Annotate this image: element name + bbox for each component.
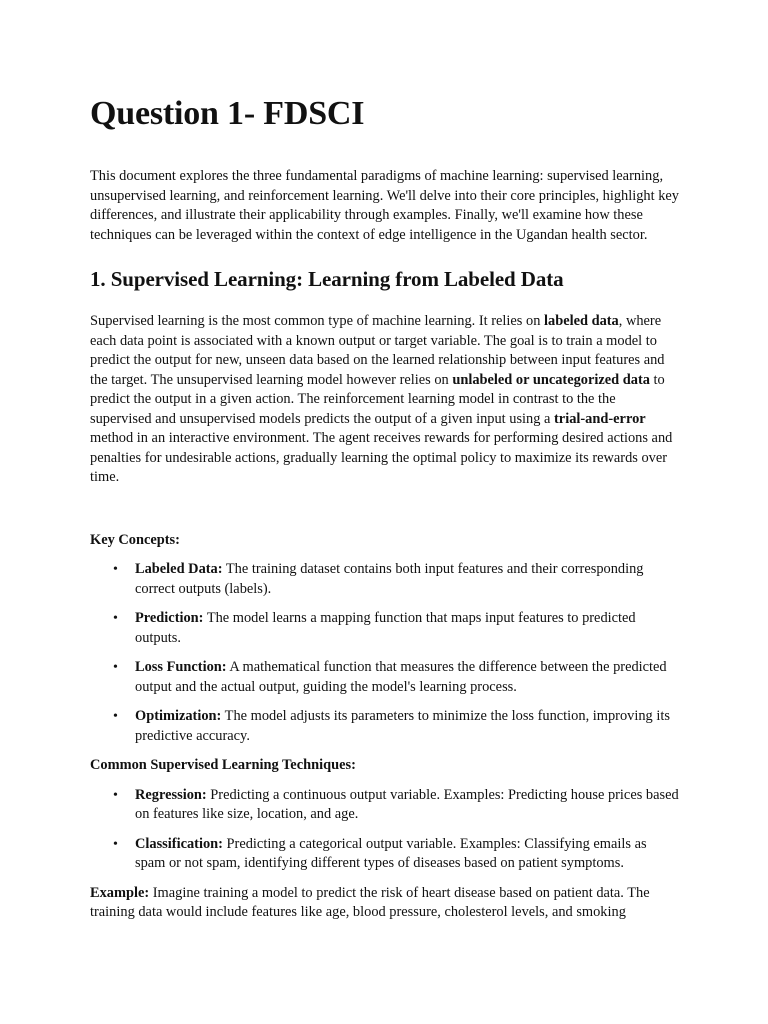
list-item-labeled-data xyxy=(113,560,680,599)
bullet-icon: • xyxy=(113,836,118,852)
list-item-text: A mathematical function that measures the difference between the predicted output and the actual output, guiding the model's learning process. xyxy=(135,659,667,695)
example-paragraph xyxy=(90,884,680,923)
para-text-1: Supervised learning is the most common type of machine learning. It relies on xyxy=(90,313,544,329)
intro-paragraph: This document explores the three fundamental paradigms of machine learning: supervised learning, unsupervised learning, and reinforcement learning. We'll delve into their core principles, highlight key differences, and illustrate their applicability through examples. Finally, we'll examine how these techniques can be leveraged within the context of edge intelligence in the Ugandan health sector. xyxy=(90,168,680,243)
example-text: Imagine training a model to predict the risk of heart disease based on patient data. The training data would include features like age, blood pressure, cholesterol levels, and smoking xyxy=(90,884,650,920)
key-concepts-label xyxy=(90,531,680,551)
list-item-term: Prediction: xyxy=(135,610,204,626)
list-item-loss-function xyxy=(113,658,680,697)
list-item-optimization xyxy=(113,707,680,746)
techniques-list xyxy=(90,786,680,874)
list-item-text: The model adjusts its parameters to minimize the loss function, improving its predictive accuracy. xyxy=(135,708,670,744)
list-item-term: Classification: xyxy=(135,835,223,852)
document-title: Question 1- FDSCI xyxy=(90,95,365,132)
list-item-prediction xyxy=(113,609,680,648)
para-text-3: to predict the output in a given action. The reinforcement learning model in contrast to the the supervised and unsupervised models predicts the output of a given input using a xyxy=(90,371,665,427)
techniques-label-text: Common Supervised Learning Techniques: xyxy=(90,757,356,773)
list-item-classification xyxy=(113,835,680,874)
bullet-icon: • xyxy=(113,611,118,626)
list-item-term: Regression: xyxy=(135,786,207,803)
section-1-paragraph xyxy=(90,312,680,488)
para-text-2: , where each data point is associated with a known output or target variable. The goal is to train a model to predict the output for new, unseen data based on the learned relationship between input features and the target. The unsupervised learning model however relies on xyxy=(90,313,665,388)
bullet-icon: • xyxy=(113,660,118,675)
example-term: Example: xyxy=(90,884,150,901)
para-text-4: method in an interactive environment. The agent receives rewards for performing desired actions and penalties for undesirable actions, gradually learning the optimal policy to maximize its rewards over time. xyxy=(90,430,673,485)
list-item-term: Loss Function: xyxy=(135,659,227,675)
list-item-text: Predicting a categorical output variable. Examples: Classifying emails as spam or not spam, identifying different types of diseases based on patient symptoms. xyxy=(135,835,647,871)
key-concepts-list xyxy=(90,560,680,746)
list-item-text: Predicting a continuous output variable. Examples: Predicting house prices based on features like size, location, and age. xyxy=(135,786,679,822)
para-bold-labeled-data: labeled data xyxy=(544,313,619,329)
list-item-term: Optimization: xyxy=(135,708,222,724)
para-bold-trial-and-error: trial-and-error xyxy=(554,410,646,427)
list-item-text: The model learns a mapping function that maps input features to predicted outputs. xyxy=(135,610,636,646)
bullet-icon: • xyxy=(113,562,118,577)
list-item-term: Labeled Data: xyxy=(135,561,223,577)
techniques-label xyxy=(90,756,680,776)
para-bold-unlabeled-data: unlabeled or uncategorized data xyxy=(452,371,650,388)
list-item-regression xyxy=(113,786,680,825)
key-concepts-label-text: Key Concepts: xyxy=(90,531,180,548)
bullet-icon: • xyxy=(113,709,118,724)
bullet-icon: • xyxy=(113,787,118,803)
section-1-heading: 1. Supervised Learning: Learning from Labeled Data xyxy=(90,267,564,291)
document-content xyxy=(90,92,680,923)
list-item-text: The training dataset contains both input features and their corresponding correct outputs (labels). xyxy=(135,561,644,597)
